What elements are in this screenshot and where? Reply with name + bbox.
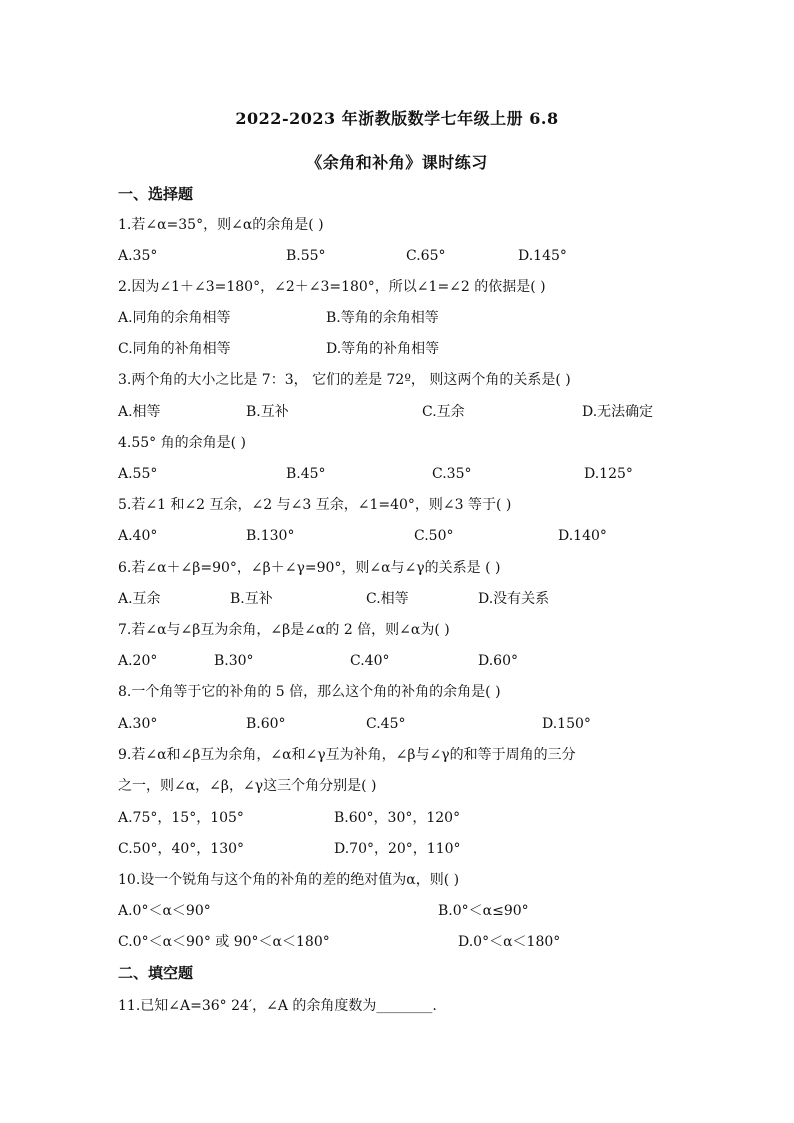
question-10-option-b: B.0°＜α≤90°: [438, 903, 529, 919]
question-10-option-a: A.0°＜α＜90°: [118, 903, 211, 919]
question-10-option-d: D.0°＜α＜180°: [458, 934, 561, 950]
question-5-option-c: C.50°: [414, 528, 454, 544]
question-2-option-a: A.同角的余角相等: [118, 310, 231, 326]
question-3-option-c: C.互余: [422, 404, 465, 420]
question-4-option-a: A.55°: [118, 466, 158, 482]
question-2-option-d: D.等角的补角相等: [326, 341, 440, 357]
question-10-stem: 10.设一个锐角与这个角的补角的差的绝对值为α，则( ): [118, 872, 460, 888]
question-3-stem: 3.两个角的大小之比是 7：3， 它们的差是 72º， 则这两个角的关系是( ): [118, 372, 571, 388]
question-5-option-a: A.40°: [118, 528, 158, 544]
question-4-option-c: C.35°: [432, 466, 472, 482]
question-8-stem: 8.一个角等于它的补角的 5 倍，那么这个角的补角的余角是( ): [118, 684, 501, 700]
question-4-option-d: D.125°: [584, 466, 633, 482]
question-6-option-a: A.互余: [118, 591, 161, 607]
question-2-option-c: C.同角的补角相等: [118, 341, 231, 357]
question-7-option-b: B.30°: [214, 653, 254, 669]
question-1-option-d: D.145°: [518, 248, 567, 264]
question-3-option-b: B.互补: [246, 404, 289, 420]
question-1-option-a: A.35°: [118, 248, 158, 264]
question-11-stem: 11.已知∠A=36° 24′，∠A 的余角度数为________.: [118, 998, 437, 1014]
title-line-2: 《余角和补角》课时练习: [306, 153, 488, 172]
question-4-option-b: B.45°: [286, 466, 326, 482]
question-10-option-c: C.0°＜α＜90° 或 90°＜α＜180°: [118, 934, 330, 950]
question-6-stem: 6.若∠α＋∠β=90°，∠β＋∠γ=90°，则∠α与∠γ的关系是 ( ): [118, 560, 501, 576]
section-heading-choice: 一、选择题: [118, 185, 194, 203]
question-9-option-b: B.60°，30°，120°: [334, 810, 461, 826]
question-6-option-b: B.互补: [230, 591, 273, 607]
question-7-stem: 7.若∠α与∠β互为余角，∠β是∠α的 2 倍，则∠α为( ): [118, 622, 450, 638]
question-8-option-a: A.30°: [118, 716, 158, 732]
title-line-1: 2022-2023 年浙教版数学七年级上册 6.8: [235, 109, 559, 128]
question-6-option-d: D.没有关系: [478, 591, 550, 607]
question-5-stem: 5.若∠1 和∠2 互余，∠2 与∠3 互余，∠1=40°，则∠3 等于( ): [118, 497, 512, 513]
question-9-option-a: A.75°，15°，105°: [118, 810, 244, 826]
question-2-option-b: B.等角的余角相等: [326, 310, 439, 326]
question-5-option-b: B.130°: [246, 528, 295, 544]
question-9-stem-line-2: 之一，则∠α，∠β，∠γ这三个角分别是( ): [118, 778, 377, 794]
question-8-option-d: D.150°: [542, 716, 591, 732]
question-8-option-c: C.45°: [366, 716, 406, 732]
question-3-option-a: A.相等: [118, 404, 161, 420]
question-2-stem: 2.因为∠1＋∠3=180°，∠2＋∠3=180°，所以∠1=∠2 的依据是( ): [118, 279, 546, 295]
question-1-option-c: C.65°: [406, 248, 446, 264]
question-1-stem: 1.若∠α=35°，则∠α的余角是( ): [118, 217, 324, 233]
question-4-stem: 4.55° 角的余角是( ): [118, 435, 246, 451]
question-7-option-d: D.60°: [478, 653, 518, 669]
question-7-option-a: A.20°: [118, 653, 158, 669]
question-9-option-d: D.70°，20°，110°: [334, 841, 461, 857]
question-1-option-b: B.55°: [286, 248, 326, 264]
question-9-option-c: C.50°，40°，130°: [118, 841, 245, 857]
section-heading-fill: 二、填空题: [118, 964, 194, 982]
question-3-option-d: D.无法确定: [582, 404, 654, 420]
question-5-option-d: D.140°: [558, 528, 607, 544]
question-8-option-b: B.60°: [246, 716, 286, 732]
question-7-option-c: C.40°: [350, 653, 390, 669]
question-6-option-c: C.相等: [366, 591, 409, 607]
question-9-stem-line-1: 9.若∠α和∠β互为余角，∠α和∠γ互为补角，∠β与∠γ的和等于周角的三分: [118, 747, 576, 763]
